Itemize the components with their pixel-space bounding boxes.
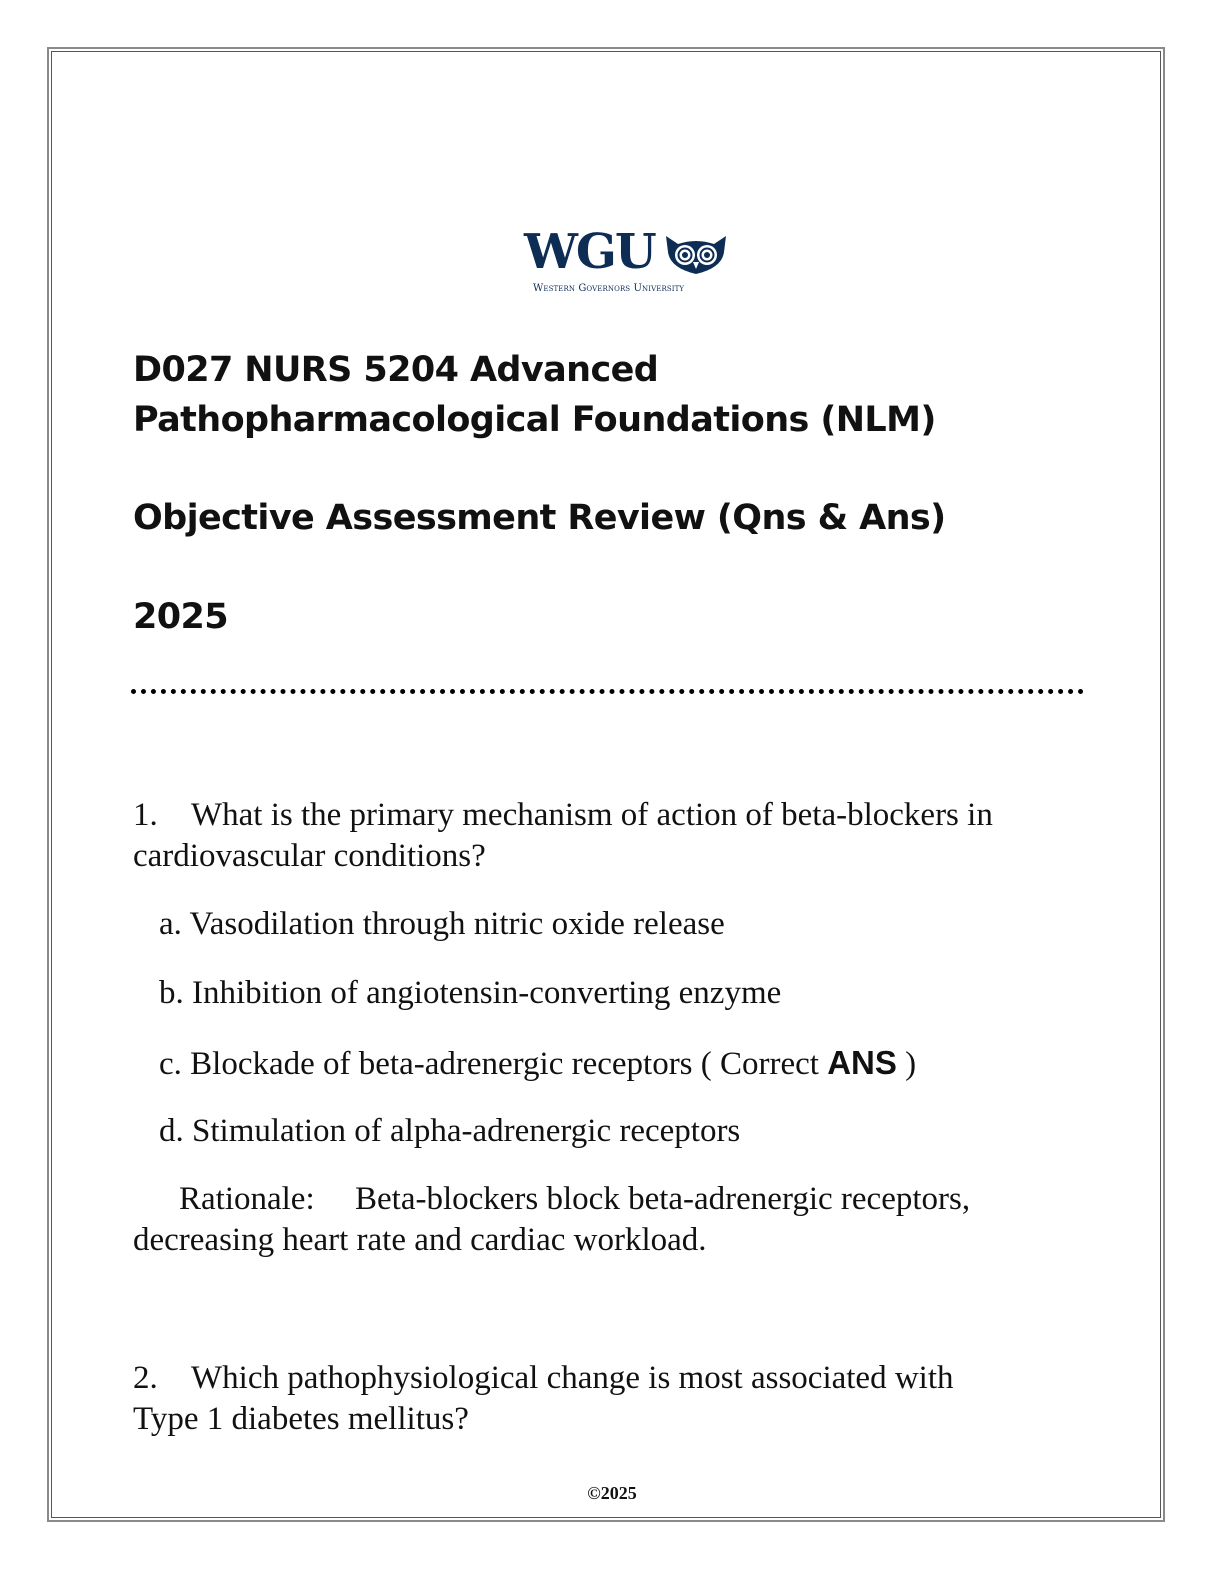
question-2-text-line-1: Which pathophysiological change is most associated with bbox=[191, 1360, 954, 1396]
wgu-logo bbox=[524, 224, 730, 296]
option-c-text: c. Blockade of beta-adrenergic receptors ( Correct bbox=[159, 1046, 828, 1082]
owl-icon bbox=[664, 234, 728, 276]
question-1-rationale-line-1: Beta-blockers block beta-adrenergic receptors, bbox=[355, 1181, 971, 1217]
logo-subtitle: Western Governors University bbox=[533, 283, 685, 294]
footer-copyright: ©2025 bbox=[587, 1483, 637, 1503]
question-1-option-a: a. Vasodilation through nitric oxide release bbox=[159, 906, 725, 942]
question-1-option-d: d. Stimulation of alpha-adrenergic receptors bbox=[159, 1113, 741, 1149]
question-1-number: 1. bbox=[133, 797, 158, 833]
question-1-text-line-2: cardiovascular conditions? bbox=[133, 838, 486, 874]
question-1-text-line-1: What is the primary mechanism of action of beta-blockers in bbox=[191, 797, 993, 833]
document-year: 2025 bbox=[133, 597, 229, 637]
document-subtitle: Objective Assessment Review (Qns & Ans) bbox=[133, 498, 946, 538]
question-1-rationale-line-2: decreasing heart rate and cardiac workload. bbox=[133, 1222, 707, 1258]
logo-wordmark: WGU bbox=[524, 224, 655, 280]
question-1-option-b: b. Inhibition of angiotensin-converting enzyme bbox=[159, 975, 782, 1011]
document-title-line-1: D027 NURS 5204 Advanced bbox=[133, 350, 659, 390]
correct-answer-marker: ANS bbox=[827, 1044, 897, 1081]
question-1-rationale-label: Rationale: bbox=[179, 1181, 315, 1217]
document-title-line-2: Pathopharmacological Foundations (NLM) bbox=[133, 400, 936, 440]
option-c-tail: ) bbox=[896, 1046, 917, 1082]
question-2-number: 2. bbox=[133, 1360, 158, 1396]
question-1-option-c bbox=[159, 1042, 916, 1085]
dotted-divider bbox=[131, 689, 1084, 694]
question-2-text-line-2: Type 1 diabetes mellitus? bbox=[133, 1401, 469, 1437]
